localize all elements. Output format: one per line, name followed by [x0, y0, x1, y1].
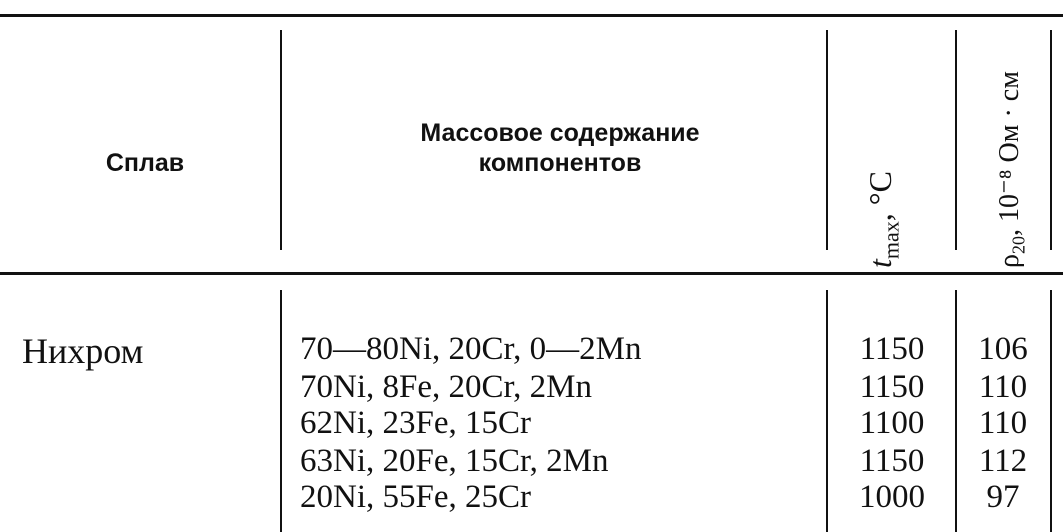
header-rho-unit: , 10⁻⁸ Ом · см: [994, 71, 1025, 237]
row-5-rho: 97: [986, 479, 1020, 515]
column-divider-2: [826, 30, 828, 250]
header-bottom-rule: [0, 272, 1063, 275]
row-3-tmax: 1100: [859, 405, 925, 441]
column-divider-4-body: [1050, 290, 1052, 532]
header-tmax-sub: max: [878, 221, 904, 260]
header-rho: [992, 71, 1030, 268]
row-3-rho: 110: [978, 405, 1028, 441]
row-2-composition: 70Ni, 8Fe, 20Cr, 2Mn: [300, 369, 593, 405]
column-divider-4: [1050, 30, 1052, 250]
row-1-composition: 70—80Ni, 20Cr, 0—2Mn: [300, 331, 642, 367]
column-divider-1-body: [280, 290, 282, 532]
row-2-rho: 110: [978, 369, 1028, 405]
row-2-tmax: 1150: [859, 369, 925, 405]
top-rule: [0, 14, 1063, 17]
row-4-composition: 63Ni, 20Fe, 15Cr, 2Mn: [300, 443, 609, 479]
header-tmax-unit: , °C: [862, 171, 898, 222]
column-divider-3: [955, 30, 957, 250]
header-composition-line2: компонентов: [478, 149, 642, 177]
row-3-composition: 62Ni, 23Fe, 15Cr: [300, 405, 531, 441]
group-label-nichrome: Нихром: [22, 331, 144, 371]
row-5-tmax: 1000: [859, 479, 925, 515]
header-composition-line1: Массовое содержание: [420, 119, 700, 147]
header-tmax-symbol: t: [862, 259, 898, 268]
row-1-tmax: 1150: [859, 331, 925, 367]
header-composition: [330, 118, 790, 178]
header-alloy-text: Сплав: [105, 149, 185, 177]
column-divider-1: [280, 30, 282, 250]
row-4-rho: 112: [978, 443, 1028, 479]
row-4-tmax: 1150: [859, 443, 925, 479]
header-tmax: [862, 171, 904, 268]
row-1-rho: 106: [978, 331, 1028, 367]
header-rho-symbol: ρ: [994, 254, 1025, 268]
header-rho-sub: 20: [1008, 236, 1029, 255]
row-5-composition: 20Ni, 55Fe, 25Cr: [300, 479, 531, 515]
header-alloy: [60, 148, 230, 178]
